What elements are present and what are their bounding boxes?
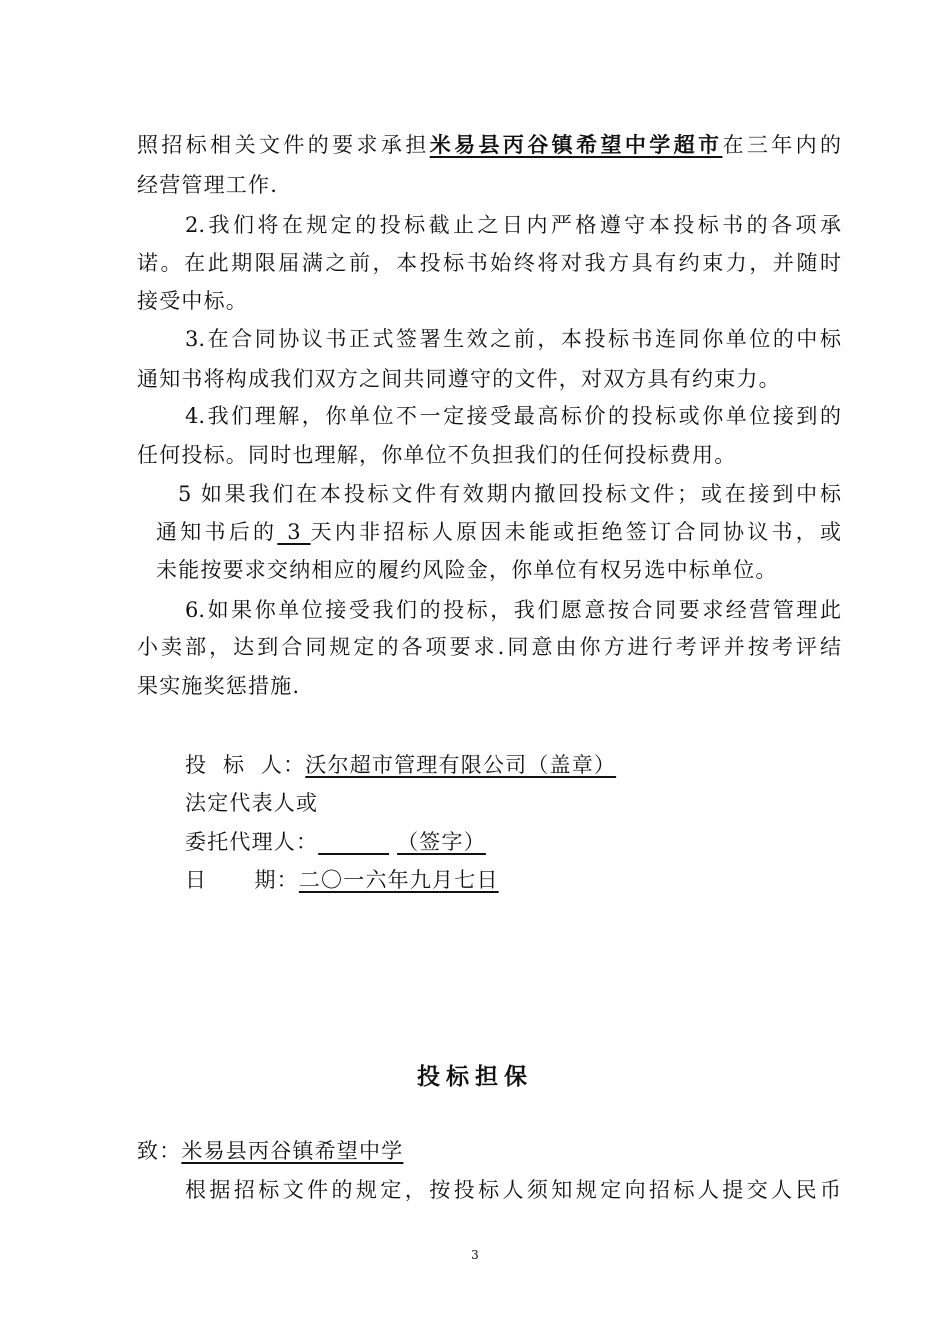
- text-span: 照招标相关文件的要求承担: [137, 133, 430, 157]
- paragraph-4-line-2: 任何投标。同时也理解，你单位不负担我们的任何投标费用。: [137, 443, 737, 467]
- date-row: [185, 866, 499, 894]
- addressee-value: 米易县丙谷镇希望中学: [181, 1139, 404, 1163]
- paragraph-5-line-3: 未能按要求交纳相应的履约风险金，你单位有权另选中标单位。: [156, 558, 778, 582]
- paragraph-2-line-2: 诺。在此期限届满之前，本投标书始终将对我方具有约束力，并随时: [137, 251, 841, 275]
- section-title: 投标担保: [417, 1063, 533, 1090]
- paragraph-3-line-2: 通知书将构成我们双方之间共同遵守的文件，对双方具有约束力。: [137, 367, 781, 391]
- text-span: 在三年内的: [722, 133, 842, 157]
- date-label: 日 期：: [185, 868, 299, 892]
- legal-rep-row: 法定代表人或: [185, 791, 319, 815]
- paragraph-4-line-1: 4.我们理解，你单位不一定接受最高标价的投标或你单位接到的: [185, 404, 841, 428]
- agent-row: [185, 828, 486, 856]
- paragraph-1-line-2: 经营管理工作.: [137, 173, 279, 197]
- addressee-label: 致：: [137, 1139, 182, 1163]
- paragraph-5-line-1: 5 如果我们在本投标文件有效期内撤回投标文件；或在接到中标: [178, 482, 841, 506]
- text-span: 天内非招标人原因未能或拒绝签订合同协议书，或: [310, 520, 842, 544]
- paragraph-3-line-1: 3.在合同协议书正式签署生效之前，本投标书连同你单位的中标: [185, 327, 841, 351]
- bidder-row: [185, 751, 616, 779]
- agent-value: （签字）: [397, 830, 486, 854]
- paragraph-2-line-1: 2.我们将在规定的投标截止之日内严格遵守本投标书的各项承: [185, 213, 841, 237]
- paragraph-6-line-1: 6.如果你单位接受我们的投标，我们愿意按合同要求经营管理此: [185, 598, 841, 622]
- paragraph-6-line-2: 小卖部，达到合同规定的各项要求.同意由你方进行考评并按考评结: [137, 635, 841, 659]
- date-value: 二〇一六年九月七日: [298, 868, 499, 892]
- blank-space: [318, 830, 389, 854]
- bidder-value: 沃尔超市管理有限公司（盖章）: [305, 753, 617, 777]
- text-span: 通知书后的: [156, 520, 278, 544]
- paragraph-6-line-3: 果实施奖惩措施.: [137, 674, 301, 698]
- project-name: 米易县丙谷镇希望中学超市: [429, 132, 723, 157]
- paragraph-5-line-2: [156, 518, 841, 546]
- paragraph-2-line-3: 接受中标。: [137, 289, 248, 313]
- paragraph-1-line-1: [137, 131, 841, 159]
- page-number: 3: [471, 1248, 479, 1262]
- signature-blank: [318, 830, 486, 854]
- days-value: 3: [277, 520, 311, 544]
- addressee-row: [137, 1137, 403, 1165]
- bidder-label: 投 标 人：: [185, 753, 306, 777]
- agent-label: 委托代理人：: [185, 830, 319, 854]
- guarantee-body-line-1: 根据招标文件的规定，按投标人须知规定向招标人提交人民币: [185, 1178, 841, 1202]
